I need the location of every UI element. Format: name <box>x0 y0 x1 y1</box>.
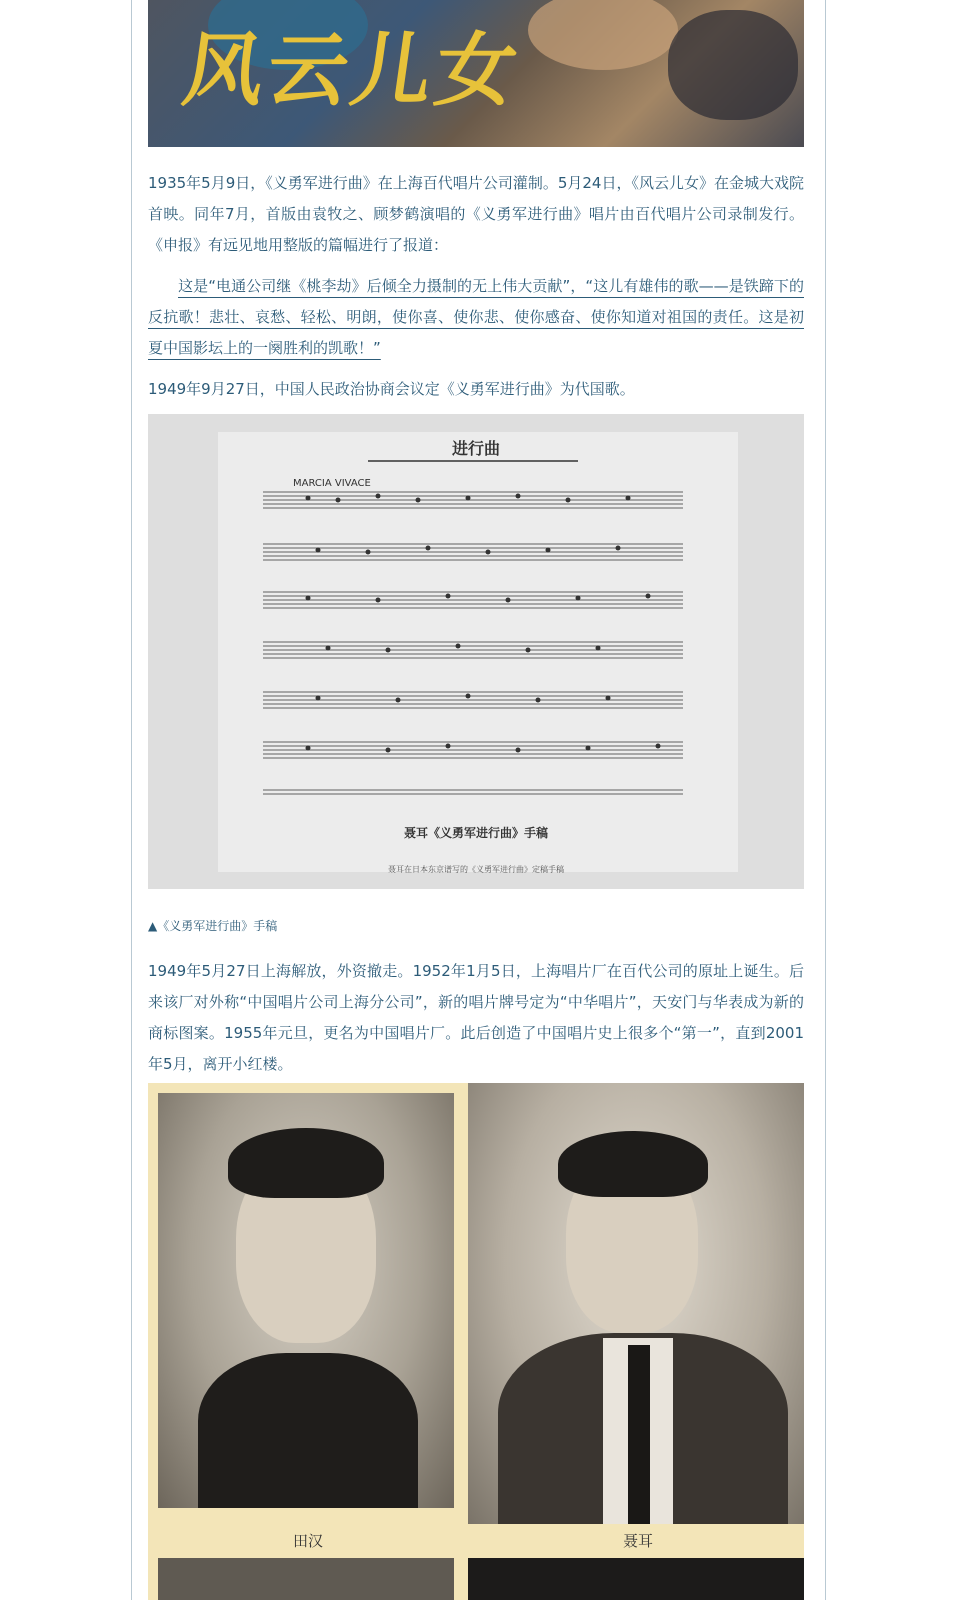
score-caption: 聂耳《义勇军进行曲》手稿 <box>403 826 548 840</box>
score-subcaption: 聂耳在日本东京谱写的《义勇军进行曲》定稿手稿 <box>388 865 564 874</box>
portrait-photos <box>148 1083 804 1600</box>
portrait-tian-han <box>158 1093 454 1508</box>
manuscript-score-image <box>148 414 804 889</box>
score-staves <box>148 414 804 889</box>
portrait-name-tian-han: 田汉 <box>292 1532 323 1550</box>
figure-caption: ▲《义勇军进行曲》手稿 <box>148 919 278 933</box>
quote-text: 这是“电通公司继《桃李劫》后倾全力摄制的无上伟大贡献”，“这儿有雄伟的歌——是铁蹄下的反抗歌！悲壮、哀愁、轻松、明朗，使你喜、使你悲、使你感奋、使你知道对祖国的责任。这是初夏中国影坛上的一阕胜利的凯歌！” <box>148 277 804 357</box>
score-heading: 进行曲 <box>451 439 500 458</box>
paragraph-1936: 1935年5月9日，《义勇军进行曲》在上海百代唱片公司灌制。5月24日，《风云儿女》在金城大戏院首映。同年7月，首版由袁牧之、顾梦鹤演唱的《义勇军进行曲》唱片由百代唱片公司录制发行。《申报》有远见地用整版的篇幅进行了报道： <box>148 174 804 254</box>
quote-shenbao <box>148 271 804 364</box>
portrait-nie-er <box>468 1083 804 1524</box>
portrait-bottom-left <box>158 1558 454 1600</box>
score-tempo-marking: MARCIA VIVACE <box>293 478 371 489</box>
portrait-bottom-right <box>468 1558 804 1600</box>
portrait-name-nie-er: 聂耳 <box>622 1532 653 1550</box>
paragraph-1949-anthem: 1949年9月27日，中国人民政治协商会议定《义勇军进行曲》为代国歌。 <box>148 380 635 398</box>
poster-title: 风云儿女 <box>177 23 527 117</box>
film-poster-image <box>148 0 804 147</box>
paragraph-1949-liberation: 1949年5月27日上海解放，外资撤走。1952年1月5日，上海唱片厂在百代公司的原址上诞生。后来该厂对外称“中国唱片公司上海分公司”，新的唱片牌号定为“中华唱片”，天安门与华表成为新的商标图案。1955年元旦，更名为中国唱片厂。此后创造了中国唱片史上很多个“第一”，直到2001年5月，离开小红楼。 <box>148 962 804 1073</box>
